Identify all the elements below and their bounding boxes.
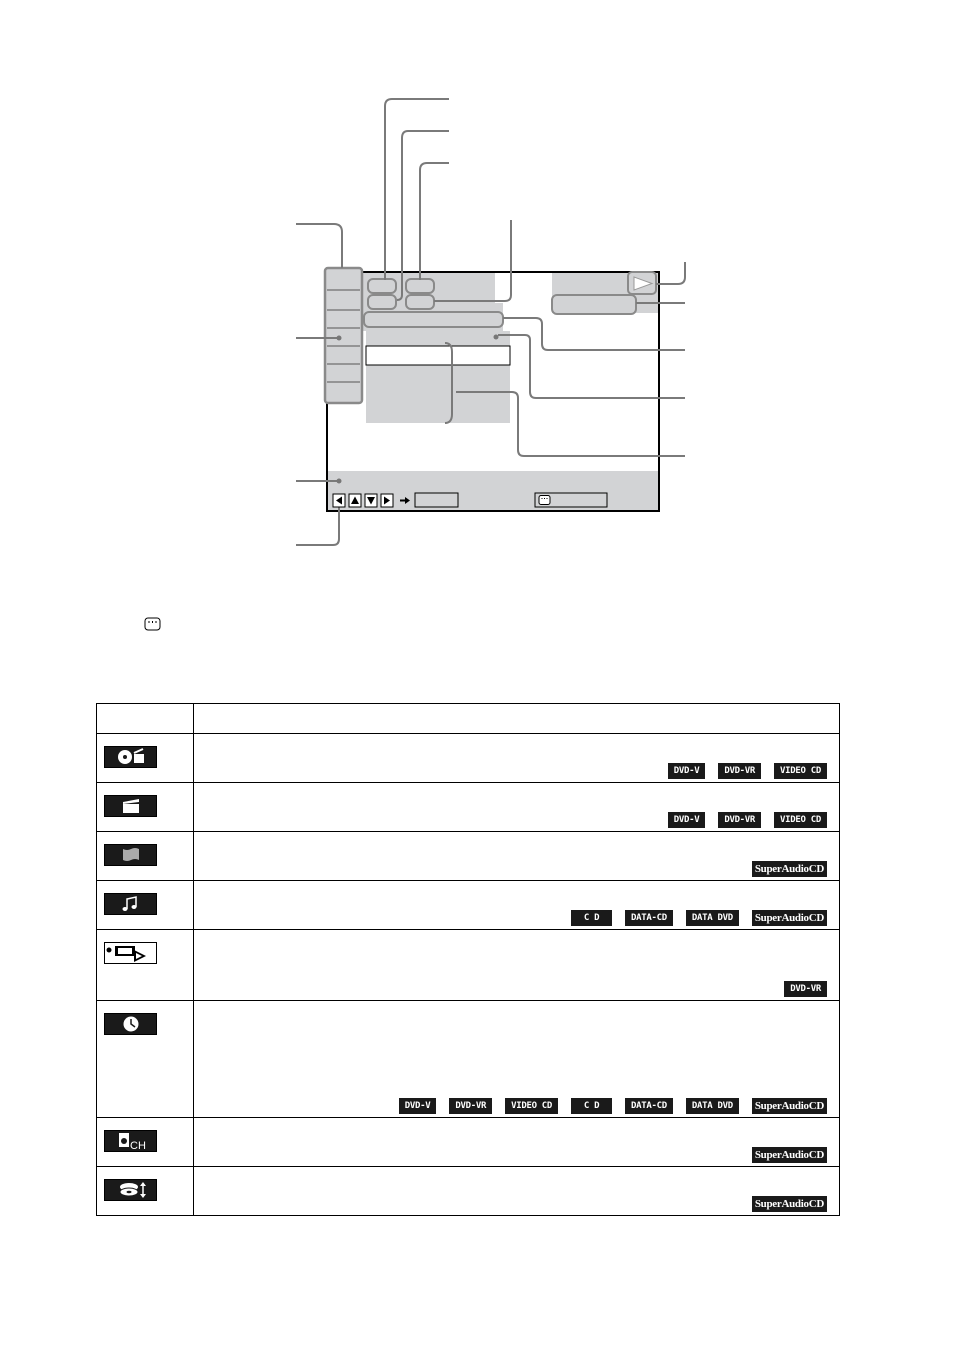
disc-badges	[399, 1098, 827, 1114]
badge-video-cd: VIDEO CD	[774, 763, 827, 779]
table-row	[97, 1167, 840, 1216]
disc-badges	[752, 861, 827, 877]
disc-badges	[668, 812, 827, 828]
table-row	[97, 1118, 840, 1167]
badge-super-audio-cd: SuperAudioCD	[752, 1147, 827, 1163]
display-icon	[144, 616, 162, 632]
badge-dvd-vr: DVD-VR	[718, 812, 761, 828]
chapter-clapper-icon	[104, 795, 157, 817]
badge-cd: C D	[571, 910, 612, 926]
badge-cd: C D	[571, 1098, 612, 1114]
disc-badges	[752, 1196, 827, 1212]
badge-video-cd: VIDEO CD	[774, 812, 827, 828]
playlist-play-icon	[104, 942, 157, 964]
table-row	[97, 881, 840, 930]
disc-badges	[668, 763, 827, 779]
channel-label: CH	[130, 1140, 146, 1151]
control-menu-table	[96, 703, 840, 1216]
enter-button-box	[415, 493, 458, 507]
table-row	[97, 832, 840, 881]
settings-area	[366, 331, 510, 423]
osd-control-menu-diagram	[0, 0, 954, 600]
menu-icon-column	[325, 268, 362, 403]
disc-badges	[784, 981, 827, 997]
badge-dvd-v: DVD-V	[668, 763, 706, 779]
table-row	[97, 1001, 840, 1118]
badge-data-dvd: DATA DVD	[686, 1098, 739, 1114]
badge-super-audio-cd: SuperAudioCD	[752, 1098, 827, 1114]
badge-dvd-vr: DVD-VR	[449, 1098, 492, 1114]
badge-dvd-vr: DVD-VR	[784, 981, 827, 997]
disc-title-icon	[104, 746, 157, 768]
table-row	[97, 734, 840, 783]
badge-super-audio-cd: SuperAudioCD	[752, 861, 827, 877]
badge-super-audio-cd: SuperAudioCD	[752, 1196, 827, 1212]
display-icon	[539, 496, 550, 505]
disc-layer-icon	[104, 1179, 157, 1201]
disc-badges	[571, 910, 827, 926]
flag-icon	[104, 844, 157, 866]
badge-dvd-v: DVD-V	[668, 812, 706, 828]
table-row	[97, 783, 840, 832]
clock-icon	[104, 1013, 157, 1035]
selected-setting-box	[366, 346, 510, 365]
badge-data-dvd: DATA DVD	[686, 910, 739, 926]
table-header-row	[97, 704, 840, 734]
badge-data-cd: DATA-CD	[625, 1098, 673, 1114]
music-note-icon	[104, 893, 157, 915]
table-row	[97, 930, 840, 1001]
badge-data-cd: DATA-CD	[625, 910, 673, 926]
badge-video-cd: VIDEO CD	[505, 1098, 558, 1114]
speaker-channel-icon	[104, 1130, 157, 1152]
badge-dvd-v: DVD-V	[399, 1098, 437, 1114]
badge-dvd-vr: DVD-VR	[718, 763, 761, 779]
disc-badges	[752, 1147, 827, 1163]
badge-super-audio-cd: SuperAudioCD	[752, 910, 827, 926]
